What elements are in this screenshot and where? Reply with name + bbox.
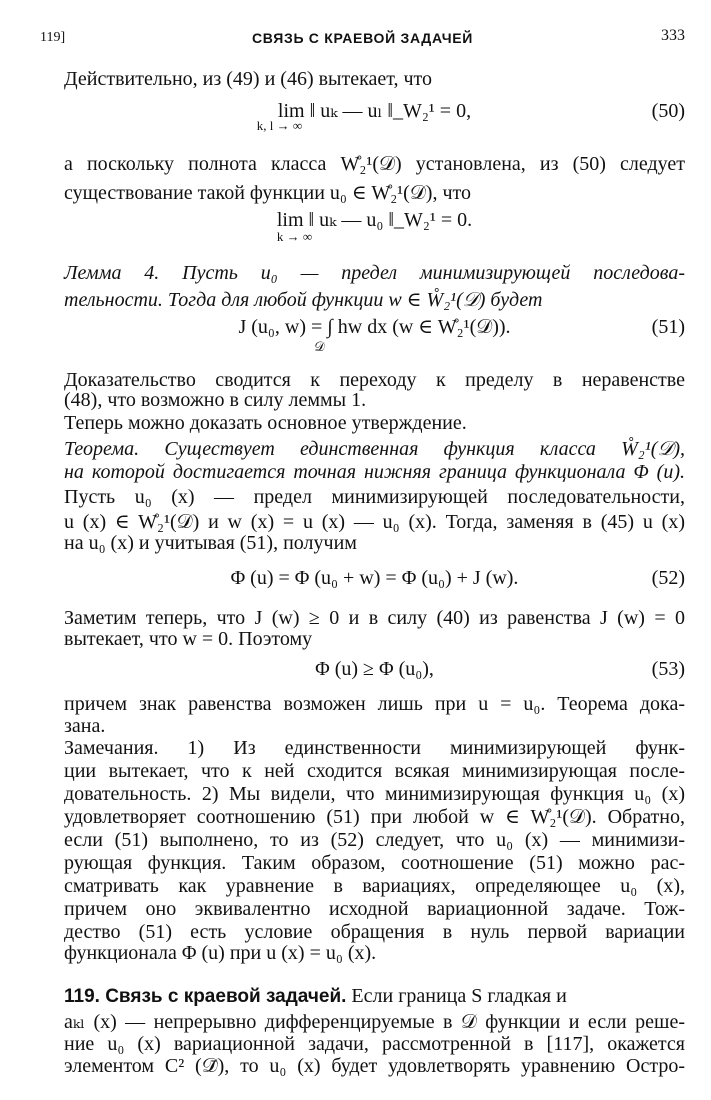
equation-52: [64, 565, 685, 592]
section-heading: 119. Связь с краевой задачей.: [64, 986, 347, 1007]
text-line: причем оно эквивалентно исходной вариационной задаче. Тож-: [64, 898, 685, 920]
section-heading-continuation: Если граница S гладкая и: [346, 985, 567, 1007]
text-line: рующая функция. Таким образом, соотношение (51) можно рас-: [64, 852, 685, 874]
text-line: удовлетворяет соотношению (51) при любой w ∈ W̊₂¹(𝒟). Обратно,: [64, 806, 685, 828]
running-header: [40, 22, 685, 46]
text-line: элементом C² (𝒟̄), то u₀ (x) будет удовлетворять уравнению Остро-: [64, 1055, 685, 1077]
theorem-line: Теорема. Существует единственная функция класса W̊₂¹(𝒟),: [64, 438, 685, 460]
text-line: Пусть u₀ (x) — предел минимизирующей последовательности,: [64, 486, 685, 508]
equation-subscript: 𝒟: [314, 339, 325, 354]
text-line: Доказательство сводится к переходу к пределу в неравенстве: [64, 369, 685, 391]
equation-body: Φ (u) ≥ Φ (u₀),: [315, 658, 434, 680]
remarks-line: Замечания. 1) Из единственности минимизирующей функ-: [64, 737, 685, 759]
equation-body: J (u₀, w) = ∫ hw dx (w ∈ W̊₂¹(𝒟)).: [238, 316, 511, 338]
equation-body: Φ (u) = Φ (u₀ + w) = Φ (u₀) + J (w).: [230, 567, 519, 589]
running-title: СВЯЗЬ С КРАЕВОЙ ЗАДАЧЕЙ: [251, 30, 474, 46]
section-heading-line: [64, 983, 685, 1010]
text-line: функционала Φ (u) при u (x) = u₀ (x).: [64, 942, 377, 964]
text-line: зана.: [64, 715, 106, 737]
text-line: (48), что возможно в силу леммы 1.: [64, 389, 367, 411]
text-line: u (x) ∈ W̊₂¹(𝒟) и w (x) = u (x) — u₀ (x). Тогда, заменяя в (45) u (x): [64, 511, 685, 533]
equation-51: [64, 314, 685, 341]
text-line: Заметим теперь, что J (w) ≥ 0 и в силу (40) из равенства J (w) = 0: [64, 607, 685, 629]
text-line: ние u₀ (x) вариационной задачи, рассмотренной в [117], окажется: [64, 1033, 685, 1055]
text-line: а поскольку полнота класса W̊₂¹(𝒟) установлена, из (50) следует: [64, 153, 685, 175]
text-line: если (51) выполнено, то из (52) следует, что u₀ (x) — минимизи-: [64, 829, 685, 851]
text-line: довательность. 2) Мы видели, что минимизирующая функция u₀ (x): [64, 783, 685, 805]
section-number: 119]: [40, 30, 66, 45]
text-line: Теперь можно доказать основное утверждение.: [64, 412, 467, 434]
equation-subscript: k → ∞: [276, 229, 313, 244]
page-number: 333: [661, 27, 685, 44]
text-line: причем знак равенства возможен лишь при u = u₀. Теорема дока-: [64, 693, 685, 715]
text-line: на u₀ (x) и учитывая (51), получим: [64, 532, 357, 554]
equation-number: (50): [651, 100, 685, 122]
text-line: сматривать как уравнение в вариациях, определяющее u₀ (x),: [64, 875, 685, 897]
lemma-line: тельности. Тогда для любой функции w ∈ W̊₂¹(𝒟) будет: [64, 289, 543, 311]
text-line: ции вытекает, что к ней сходится всякая минимизирующая после-: [64, 760, 685, 782]
text-line: существование такой функции u₀ ∈ W̊₂¹(𝒟), что: [64, 182, 471, 204]
theorem-line: на которой достигается точная нижняя граница функционала Φ (u).: [64, 461, 685, 483]
equation-body: lim ‖ uₖ — uₗ ‖_W₂¹ = 0,: [277, 100, 472, 122]
equation-body: lim ‖ uₖ — u₀ ‖_W₂¹ = 0.: [276, 209, 473, 231]
equation-number: (51): [651, 316, 685, 338]
text-line: aₖₗ (x) — непрерывно дифференцируемые в 𝒟 функции и если реше-: [64, 1011, 685, 1033]
equation-subscript: k, l → ∞: [256, 118, 303, 133]
equation-number: (53): [651, 658, 685, 680]
text-line: Действительно, из (49) и (46) вытекает, что: [64, 68, 433, 90]
text-line: вытекает, что w = 0. Поэтому: [64, 628, 313, 650]
lemma-line: Лемма 4. Пусть u₀ — предел минимизирующей последова-: [64, 262, 685, 284]
equation-53: [64, 656, 685, 683]
equation-number: (52): [651, 567, 685, 589]
text-line: дество (51) есть условие обращения в нуль первой вариации: [64, 921, 685, 943]
